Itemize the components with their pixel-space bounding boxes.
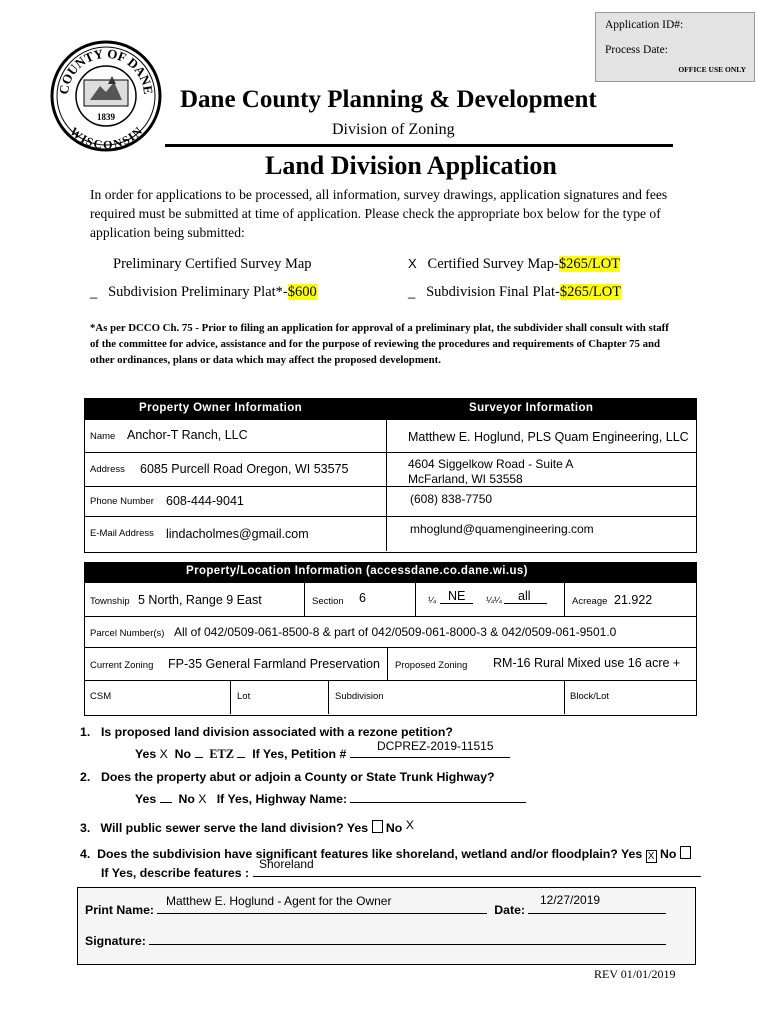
owner-surveyor-header [84, 398, 696, 420]
q2-if-yes-label: If Yes, Highway Name: [216, 792, 348, 806]
option-csm-label: Certified Survey Map- [427, 256, 559, 272]
option-prelim-plat-mark: _ [90, 284, 98, 299]
q4-row [80, 846, 720, 863]
surveyor-header: Surveyor Information [469, 402, 594, 414]
township-field[interactable]: 5 North, Range 9 East [138, 593, 262, 607]
proposed-zoning-field[interactable]: RM-16 Rural Mixed use 16 acre + [493, 656, 681, 670]
q4-number: 4. [80, 847, 91, 861]
parcel-field[interactable]: All of 042/0509-061-8500-8 & part of 042/0509-061-8000-3 & 042/0509-061-9501.0 [174, 625, 617, 639]
lot-label: Lot [237, 691, 251, 702]
q4-features-line[interactable] [253, 864, 701, 877]
q1-if-yes-label: If Yes, Petition # [252, 747, 347, 761]
q1-text: Is proposed land division associated with a rezone petition? [101, 725, 453, 739]
property-header: Property/Location Information (accessdane.co.dane.wi.us) [186, 565, 528, 577]
q4-no-label: No [660, 847, 677, 861]
q2-yes-label: Yes [135, 792, 157, 806]
q1-no-blank[interactable] [195, 757, 203, 758]
print-name-label: Print Name: [85, 903, 155, 917]
application-id-label: Application ID#: [605, 19, 684, 31]
q1-petition-field[interactable]: DCPREZ-2019-11515 [377, 739, 494, 753]
date-field[interactable]: 12/27/2019 [540, 893, 601, 907]
owner-email-field[interactable]: lindacholmes@gmail.com [166, 527, 309, 541]
current-zoning-label: Current Zoning [90, 660, 154, 671]
office-use-box [595, 12, 755, 82]
county-seal [50, 40, 162, 152]
option-csm-fee: $265/LOT [558, 256, 621, 272]
section-label: Section [312, 596, 344, 607]
date-label: Date: [494, 903, 526, 917]
q2-text: Does the property abut or adjoin a County or State Trunk Highway? [101, 770, 495, 784]
option-csm-mark: X [408, 256, 417, 271]
subdivision-label: Subdivision [335, 691, 384, 702]
seal-top-text: COUNTY OF DANE [55, 45, 157, 96]
revision-label: REV 01/01/2019 [594, 967, 676, 981]
q1-yes-mark[interactable]: X [159, 747, 168, 761]
option-prelim-plat-fee: $600 [287, 284, 317, 300]
surveyor-phone-field[interactable]: (608) 838-7750 [410, 492, 493, 506]
q2-no-label: No [178, 792, 195, 806]
owner-phone-field[interactable]: 608-444-9041 [166, 494, 244, 508]
ch75-note: *As per DCCO Ch. 75 - Prior to filing an application for approval of a preliminary plat, the subdivider shall consult with staff of the committee for advice, assistance and for the purpose of reviewing the procedures and requirements of Chapter 75 and other ordinances, plans or data which may affect the proposed development. [90, 322, 669, 366]
print-name-field[interactable]: Matthew E. Hoglund - Agent for the Owner [166, 894, 392, 908]
q3-no-mark[interactable]: X [405, 818, 414, 832]
owner-name-field[interactable]: Anchor-T Ranch, LLC [127, 428, 248, 442]
option-final-plat-mark: _ [408, 284, 416, 299]
department-title: Dane County Planning & Development [180, 86, 597, 113]
signature-line[interactable] [149, 932, 666, 945]
intro-text: In order for applications to be processed, all information, survey drawings, application signatures and fees required must be submitted at time of application. Please check the appropriate box below for the type of application being submitted: [90, 187, 668, 240]
process-date-label: Process Date: [605, 44, 668, 56]
section-field[interactable]: 6 [359, 591, 366, 605]
quarter-label: ¼ [428, 595, 436, 606]
q3-number: 3. [80, 821, 91, 835]
township-label: Township [90, 596, 130, 607]
seal-year: 1839 [97, 112, 115, 122]
q1-yes-label: Yes [135, 747, 157, 761]
q2-number: 2. [80, 770, 91, 784]
office-use-label: OFFICE USE ONLY [678, 65, 746, 74]
q1-etz-label: ETZ [209, 747, 234, 761]
block-lot-label: Block/Lot [570, 691, 610, 702]
svg-text:WISCONSIN [67, 124, 145, 152]
surveyor-name-field[interactable]: Matthew E. Hoglund, PLS Quam Engineering, LLC [408, 430, 689, 444]
q1-no-label: No [174, 747, 192, 761]
q2-highway-line[interactable] [350, 790, 526, 803]
option-final-plat-label: Subdivision Final Plat- [426, 284, 560, 300]
q3-row [80, 818, 414, 835]
csm-label: CSM [90, 691, 112, 702]
q3-text: Will public sewer serve the land division? Yes [100, 821, 369, 835]
seal-bottom-text: WISCONSIN [67, 124, 146, 152]
property-header-bar [84, 562, 696, 583]
option-final-plat-fee: $265/LOT [559, 284, 622, 300]
q3-no-label: No [385, 821, 403, 835]
proposed-zoning-label: Proposed Zoning [395, 660, 468, 671]
option-final-plat[interactable] [408, 284, 621, 301]
owner-email-label: E-Mail Address [90, 528, 154, 539]
current-zoning-field[interactable]: FP-35 General Farmland Preservation [168, 657, 380, 671]
surveyor-address-line2[interactable]: McFarland, WI 53558 [408, 472, 523, 486]
owner-phone-label: Phone Number [90, 496, 154, 507]
q1-number: 1. [80, 725, 91, 739]
q4-features-row [101, 864, 701, 880]
owner-name-label: Name [90, 431, 116, 442]
q3-yes-checkbox[interactable] [372, 820, 383, 833]
q2-no-mark[interactable]: X [198, 792, 207, 806]
option-preliminary-csm-label: Preliminary Certified Survey Map [113, 256, 312, 272]
quarter-quarter-field[interactable]: all [504, 589, 547, 604]
signature-label: Signature: [85, 934, 146, 948]
header-rule [165, 144, 673, 147]
q2-answers [135, 790, 526, 806]
quarter-field[interactable]: NE [440, 589, 473, 604]
surveyor-address-line1[interactable]: 4604 Siggelkow Road - Suite A [408, 457, 574, 471]
parcel-label: Parcel Number(s) [90, 628, 165, 639]
owner-header: Property Owner Information [139, 402, 303, 414]
q4-yes-checkbox[interactable]: X [646, 850, 657, 863]
q4-no-checkbox[interactable] [680, 846, 691, 859]
owner-address-field[interactable]: 6085 Purcell Road Oregon, WI 53575 [140, 462, 349, 476]
q4-text: Does the subdivision have significant features like shoreland, wetland and/or floodplain? Yes [97, 847, 643, 861]
signature-row [85, 932, 666, 948]
option-csm[interactable] [408, 256, 620, 273]
option-prelim-plat[interactable] [90, 284, 317, 301]
surveyor-email-field[interactable]: mhoglund@quamengineering.com [410, 522, 594, 536]
option-prelim-plat-label: Subdivision Preliminary Plat*- [108, 284, 288, 300]
quarter-quarter-label: ¼¼ [486, 595, 502, 606]
acreage-field[interactable]: 21.922 [614, 593, 653, 607]
acreage-label: Acreage [572, 596, 608, 607]
option-preliminary-csm[interactable] [113, 256, 312, 273]
division-subtitle: Division of Zoning [332, 121, 455, 138]
form-title: Land Division Application [265, 151, 557, 180]
owner-address-label: Address [90, 464, 125, 475]
q2-yes-blank[interactable] [160, 802, 172, 803]
q4-features-field[interactable]: Shoreland [259, 857, 314, 871]
q4-if-yes-label: If Yes, describe features : [101, 866, 250, 880]
q1-etz-blank[interactable] [237, 757, 245, 758]
